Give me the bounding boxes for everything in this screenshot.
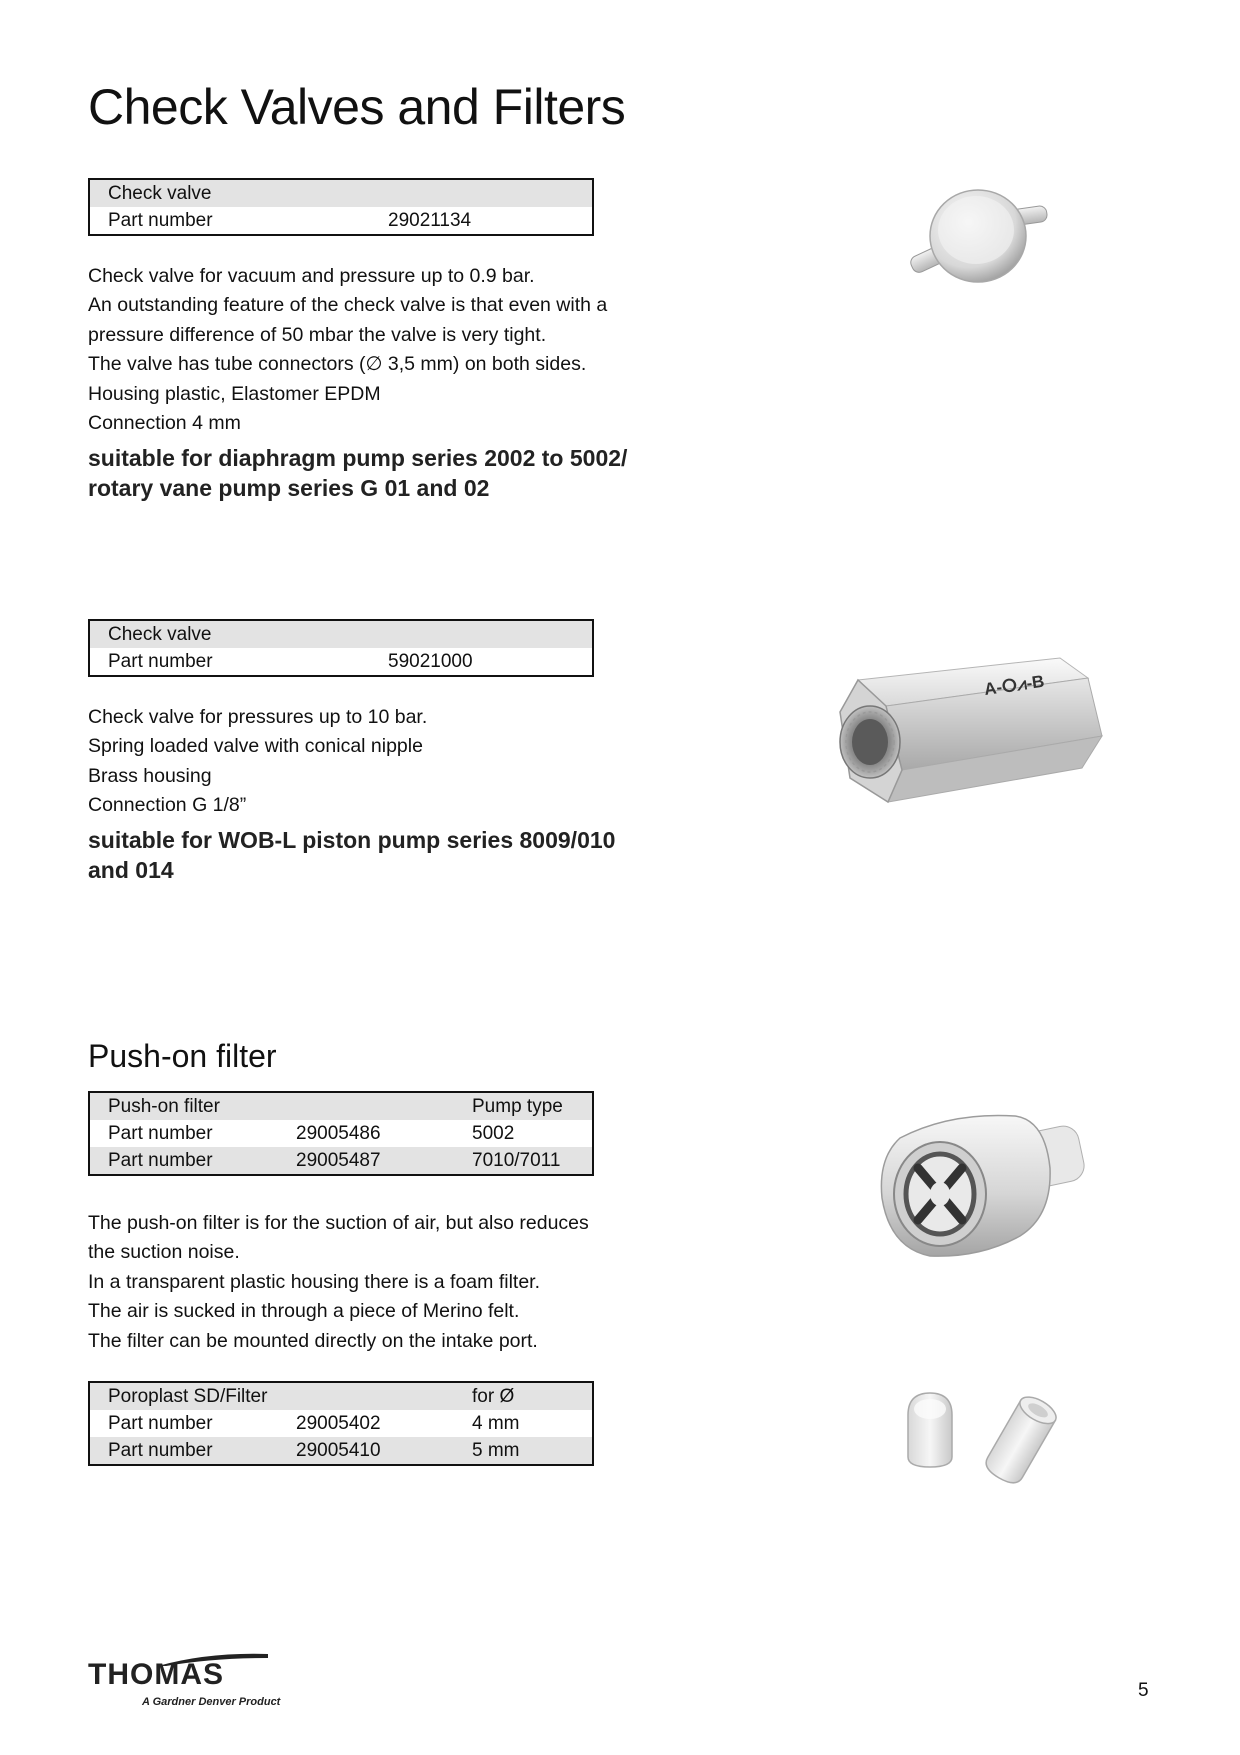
description-line: Spring loaded valve with conical nipple	[88, 735, 423, 758]
part-number-label: Part number	[89, 1437, 278, 1465]
table-header-pump-type: Pump type	[454, 1092, 593, 1120]
suitable-line: and 014	[88, 857, 174, 883]
check-valve-2-suitable	[88, 825, 708, 885]
description-line: Housing plastic, Elastomer EPDM	[88, 382, 381, 405]
page-title: Check Valves and Filters	[88, 79, 626, 135]
poroplast-filter-icon	[900, 1385, 1070, 1495]
part-number-value: 29005410	[278, 1437, 454, 1465]
description-line: The push-on filter is for the suction of air, but also reduces	[88, 1212, 589, 1234]
description-line: the suction noise.	[88, 1241, 240, 1264]
description-line: In a transparent plastic housing there is a foam filter.	[88, 1270, 540, 1293]
logo-wordmark: THOMAS	[88, 1658, 224, 1691]
thomas-logo	[88, 1652, 281, 1722]
check-valve-1-description	[88, 262, 688, 438]
table-header-label: Check valve	[89, 179, 370, 207]
part-number-value: 29005486	[296, 1123, 381, 1144]
suitable-line: suitable for diaphragm pump series 2002 to 5002/	[88, 445, 628, 471]
table-header-size: for Ø	[454, 1382, 593, 1410]
suitable-line: rotary vane pump series G 01 and 02	[88, 475, 490, 501]
pump-type-value: 5002	[472, 1123, 515, 1144]
check-valve-2-description	[88, 703, 688, 821]
part-number-value: 59021000	[388, 651, 473, 672]
description-line: An outstanding feature of the check valve is that even with a	[88, 294, 608, 317]
logo-subtitle: A Gardner Denver Product	[142, 1696, 281, 1708]
part-number-label: Part number	[89, 1147, 278, 1175]
pump-type-value: 7010/7011	[454, 1147, 593, 1175]
table-header-label: Push-on filter	[89, 1092, 278, 1120]
part-number-value: 29005402	[296, 1413, 381, 1434]
description-line: Check valve for vacuum and pressure up to 0.9 bar.	[88, 265, 535, 287]
description-line: The air is sucked in through a piece of Merino felt.	[88, 1300, 520, 1323]
valve-marking: A-ⵔ⩘-B	[982, 671, 1046, 699]
check-valve-1-table	[88, 178, 594, 236]
description-line: Connection G 1/8”	[88, 794, 247, 817]
table-header-label: Check valve	[89, 620, 370, 648]
part-number-label: Part number	[108, 210, 213, 231]
suitable-line: suitable for WOB-L piston pump series 8009/010	[88, 827, 616, 853]
push-on-filter-icon	[860, 1098, 1100, 1278]
description-line: The valve has tube connectors (∅ 3,5 mm) on both sides.	[88, 353, 587, 376]
check-valve-1-suitable	[88, 443, 708, 503]
description-line: Check valve for pressures up to 10 bar.	[88, 706, 428, 728]
table-header-label: Poroplast SD/Filter	[89, 1382, 278, 1410]
brass-check-valve-icon	[820, 650, 1120, 810]
part-number-label: Part number	[108, 1413, 213, 1434]
push-on-filter-description	[88, 1209, 688, 1356]
part-number-label: Part number	[108, 1123, 213, 1144]
section-title-push-on-filter: Push-on filter	[88, 1038, 277, 1074]
push-on-filter-table	[88, 1091, 594, 1176]
size-value: 5 mm	[454, 1437, 593, 1465]
part-number-label: Part number	[108, 651, 213, 672]
size-value: 4 mm	[472, 1413, 520, 1434]
description-line: Connection 4 mm	[88, 412, 241, 435]
part-number-value: 29005487	[278, 1147, 454, 1175]
description-line: Brass housing	[88, 764, 212, 787]
check-valve-2-table	[88, 619, 594, 677]
description-line: The filter can be mounted directly on the intake port.	[88, 1329, 538, 1352]
description-line: pressure difference of 50 mbar the valve is very tight.	[88, 323, 547, 346]
page-number: 5	[1138, 1680, 1149, 1701]
part-number-value: 29021134	[388, 210, 472, 231]
poroplast-table	[88, 1381, 594, 1466]
plastic-check-valve-icon	[900, 168, 1060, 318]
